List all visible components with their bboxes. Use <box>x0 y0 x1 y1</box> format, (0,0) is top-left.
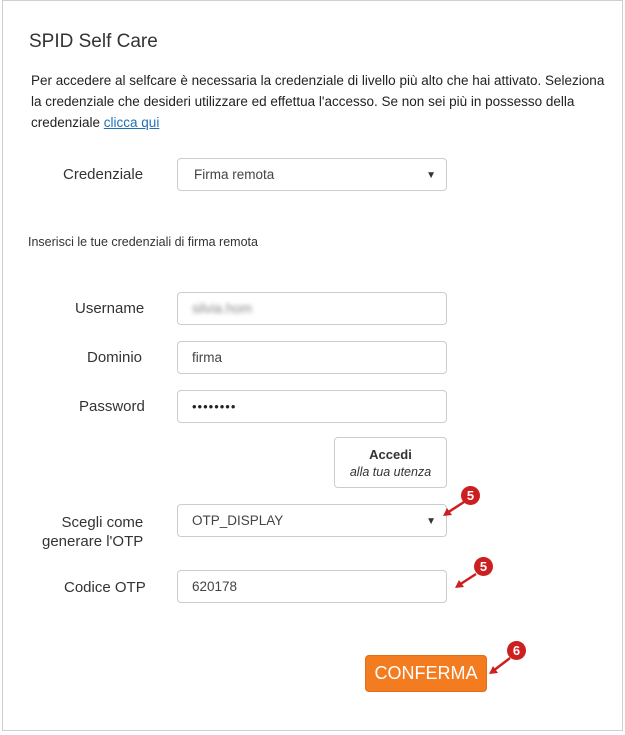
annotation-arrow-icon <box>452 572 482 592</box>
otp-method-label-line1: Scegli come <box>61 514 144 531</box>
credenziale-select[interactable] <box>177 158 447 191</box>
description-text: Per accedere al selfcare è necessaria la credenziale di livello più alto che hai attivato. Seleziona la credenziale che desideri utilizzare ed effettua l'accesso. Se non sei più in possesso della credenziale <box>31 73 605 130</box>
dominio-value: firma <box>192 350 222 365</box>
accedi-button[interactable] <box>334 437 447 488</box>
conferma-button[interactable]: CONFERMA <box>365 655 487 692</box>
otp-method-select[interactable] <box>177 504 447 537</box>
otp-code-label: Codice OTP <box>64 579 146 596</box>
password-value: •••••••• <box>192 399 237 414</box>
step-marker-5: 5 <box>474 557 493 576</box>
clicca-qui-link[interactable]: clicca qui <box>103 115 160 130</box>
username-input[interactable] <box>177 292 447 325</box>
dropdown-arrow-icon: ▼ <box>426 516 436 527</box>
dominio-input[interactable] <box>177 341 447 374</box>
username-value: silvia.hom <box>192 301 253 316</box>
otp-code-input[interactable] <box>177 570 447 603</box>
page-title: SPID Self Care <box>29 31 158 52</box>
otp-method-value: OTP_DISPLAY <box>192 513 284 528</box>
dominio-label: Dominio <box>87 349 143 366</box>
dropdown-arrow-icon: ▼ <box>426 170 436 181</box>
remote-credentials-info: Inserisci le tue credenziali di firma remota <box>28 235 258 249</box>
otp-method-label-line2: generare l'OTP <box>42 533 144 550</box>
accedi-sublabel: alla tua utenza <box>349 465 432 479</box>
otp-code-value: 620178 <box>192 579 238 594</box>
username-label: Username <box>75 300 145 317</box>
password-input[interactable] <box>177 390 447 423</box>
accedi-label: Accedi <box>369 447 412 462</box>
description <box>31 70 611 133</box>
password-label: Password <box>79 398 145 415</box>
credenziale-value: Firma remota <box>194 167 275 182</box>
credenziale-label: Credenziale <box>63 166 144 183</box>
otp-method-label <box>42 513 143 551</box>
step-marker-5: 5 <box>461 486 480 505</box>
step-marker-6: 6 <box>507 641 526 660</box>
annotation-arrow-icon <box>486 656 516 678</box>
annotation-arrow-icon <box>440 500 470 520</box>
